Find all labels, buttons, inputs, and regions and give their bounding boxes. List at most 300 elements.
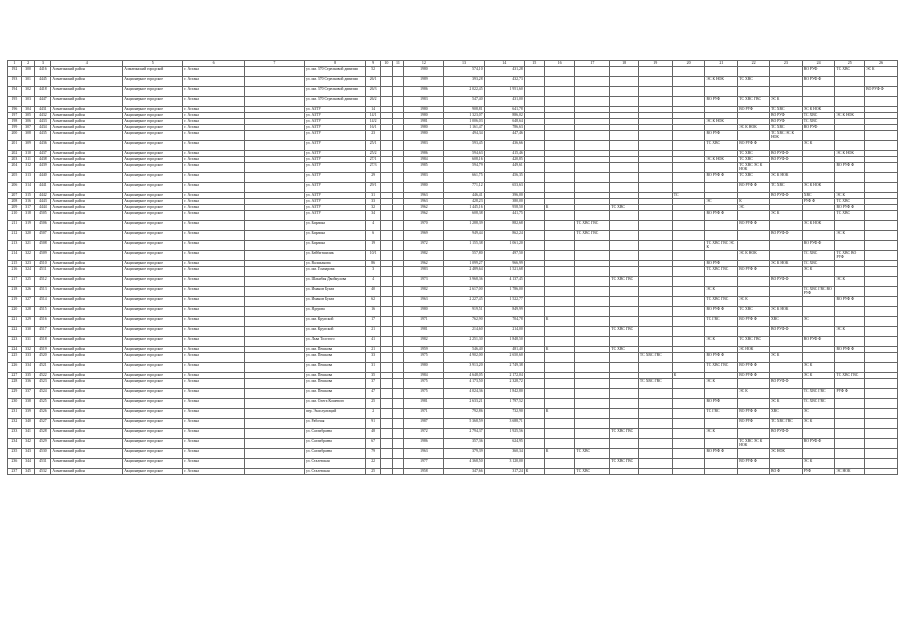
table-cell: ВО РУФ Ф bbox=[738, 317, 770, 327]
table-cell: 360,34 bbox=[484, 449, 524, 459]
table-cell: 232 bbox=[8, 419, 22, 429]
table-cell bbox=[638, 307, 672, 317]
table-cell: 1 155,38 bbox=[444, 241, 484, 251]
table-cell bbox=[244, 163, 304, 173]
table-cell: Акционерное городское bbox=[123, 399, 183, 409]
table-cell: 1 848,50 bbox=[484, 337, 524, 347]
table-cell bbox=[835, 363, 865, 373]
table-cell: 344 bbox=[21, 459, 35, 469]
table-cell bbox=[524, 379, 544, 389]
table-cell bbox=[672, 459, 705, 469]
table-cell: ЭС К НОК bbox=[705, 119, 738, 125]
table-cell: К bbox=[524, 469, 544, 475]
table-cell: 966,99 bbox=[484, 261, 524, 267]
table-cell: 1980 bbox=[404, 363, 444, 373]
table-cell: Акционерное городское bbox=[123, 107, 183, 113]
table-cell: 1982 bbox=[404, 287, 444, 297]
table-cell bbox=[381, 429, 393, 439]
table-cell: 4447 bbox=[35, 97, 51, 107]
table-cell bbox=[705, 87, 738, 97]
table-cell bbox=[610, 287, 639, 297]
table-cell bbox=[244, 337, 304, 347]
table-cell bbox=[392, 353, 404, 363]
table-cell: 33 bbox=[366, 199, 381, 205]
table-cell: 317,24 bbox=[484, 469, 524, 475]
table-cell: Алматинский район bbox=[51, 379, 123, 389]
table-cell: 420,85 bbox=[484, 157, 524, 163]
table-cell: Алматинский район bbox=[51, 141, 123, 151]
table-cell bbox=[392, 399, 404, 409]
table-cell: ул. АЗТУ bbox=[304, 199, 365, 205]
table-cell: ул. Бирлика bbox=[304, 221, 365, 231]
table-cell bbox=[392, 297, 404, 307]
table-cell: ТС ХВС bbox=[738, 173, 770, 183]
table-cell: 6 bbox=[366, 231, 381, 241]
table-cell: 334 bbox=[21, 363, 35, 373]
table-cell: Алматинский район bbox=[51, 287, 123, 297]
table-cell: Акционерное городское bbox=[123, 317, 183, 327]
table-cell: Акционерное городское bbox=[123, 439, 183, 449]
table-cell: ул. Льва Толстого bbox=[304, 337, 365, 347]
table-cell bbox=[705, 327, 738, 337]
table-cell bbox=[244, 469, 304, 475]
table-cell bbox=[865, 389, 898, 399]
table-cell: ул. АЗТУ bbox=[304, 163, 365, 173]
table-cell: Алматинский район bbox=[51, 353, 123, 363]
table-cell: 216 bbox=[8, 267, 22, 277]
table-cell: 4 902,00 bbox=[444, 353, 484, 363]
table-cell: ТС ХВС bbox=[738, 157, 770, 163]
table-cell: 1989 bbox=[404, 77, 444, 87]
table-cell bbox=[610, 389, 639, 399]
table-cell bbox=[575, 337, 610, 347]
table-cell: Алматинский район bbox=[51, 277, 123, 287]
table-cell bbox=[392, 97, 404, 107]
table-cell: ЭС К НОК bbox=[769, 173, 802, 183]
table-cell bbox=[835, 449, 865, 459]
table-cell bbox=[244, 363, 304, 373]
table-cell bbox=[381, 389, 393, 399]
table-cell: 34 bbox=[366, 211, 381, 221]
table-cell bbox=[865, 449, 898, 459]
table-cell: 25 bbox=[366, 469, 381, 475]
table-cell: ТС ХВС bbox=[575, 449, 610, 459]
table-cell bbox=[381, 327, 393, 337]
table-cell: 481,40 bbox=[484, 347, 524, 353]
table-cell bbox=[738, 231, 770, 241]
table-cell: 4 bbox=[366, 277, 381, 287]
table-cell: 949,44 bbox=[444, 231, 484, 241]
table-cell: ул. Рабочая bbox=[304, 419, 365, 429]
table-cell: ТС ХВС ГВС bbox=[705, 363, 738, 373]
table-cell: ТС ХВС ГВС bbox=[610, 277, 639, 287]
table-cell: 311 bbox=[21, 157, 35, 163]
table-row bbox=[8, 141, 898, 151]
table-cell: ЭС К bbox=[802, 267, 835, 277]
table-cell bbox=[544, 363, 575, 373]
table-cell: 27/1 bbox=[366, 157, 381, 163]
table-cell bbox=[244, 459, 304, 469]
table-cell: Алматинский район bbox=[51, 131, 123, 141]
table-cell: ЭС К bbox=[835, 277, 865, 287]
table-cell: 431,28 bbox=[484, 67, 524, 77]
table-cell: 1958 bbox=[404, 469, 444, 475]
table-cell: ул. Бирлика bbox=[304, 231, 365, 241]
column-number: 5 bbox=[123, 61, 183, 67]
table-cell: Акционерное городское bbox=[123, 113, 183, 119]
table-cell: 2 489,64 bbox=[444, 267, 484, 277]
table-cell: ХВС bbox=[802, 193, 835, 199]
table-cell: 330 bbox=[21, 327, 35, 337]
table-cell: 1981 bbox=[404, 399, 444, 409]
table-cell: Алматинский район bbox=[51, 151, 123, 157]
table-row bbox=[8, 363, 898, 373]
table-cell: Акционерное городское bbox=[123, 307, 183, 317]
column-number: 9 bbox=[366, 61, 381, 67]
table-cell bbox=[705, 439, 738, 449]
table-cell: 4445 bbox=[35, 77, 51, 87]
table-cell bbox=[705, 251, 738, 261]
table-cell: г. Астана bbox=[183, 317, 244, 327]
table-cell bbox=[610, 251, 639, 261]
table-cell bbox=[769, 221, 802, 231]
table-cell: ул. Сахтибраева bbox=[304, 439, 365, 449]
table-cell: ЭС К НОК bbox=[769, 261, 802, 267]
table-cell bbox=[672, 77, 705, 87]
table-cell bbox=[865, 221, 898, 231]
table-row bbox=[8, 459, 898, 469]
table-cell bbox=[672, 183, 705, 193]
table-cell: 2 bbox=[366, 409, 381, 419]
table-cell bbox=[244, 389, 304, 399]
table-cell: 196 bbox=[8, 107, 22, 113]
table-cell bbox=[244, 183, 304, 193]
table-cell: 339 bbox=[21, 409, 35, 419]
table-cell: Алматинский район bbox=[51, 429, 123, 439]
register-table bbox=[7, 60, 898, 475]
table-cell bbox=[392, 363, 404, 373]
table-cell: 52 bbox=[366, 67, 381, 77]
table-cell: г. Астана bbox=[183, 287, 244, 297]
table-cell bbox=[610, 173, 639, 183]
table-cell bbox=[865, 297, 898, 307]
table-cell: Алматинский район bbox=[51, 409, 123, 419]
table-cell bbox=[381, 163, 393, 173]
table-cell: К bbox=[738, 199, 770, 205]
table-cell: Акционерное городское bbox=[123, 449, 183, 459]
table-cell: 10/1 bbox=[366, 251, 381, 261]
table-cell bbox=[705, 231, 738, 241]
table-cell bbox=[802, 277, 835, 287]
table-cell: 4443 bbox=[35, 199, 51, 205]
table-cell: 4515 bbox=[35, 307, 51, 317]
table-cell: Алматинский район bbox=[51, 241, 123, 251]
table-cell: 1983 bbox=[404, 173, 444, 183]
table-cell bbox=[610, 379, 639, 389]
table-cell bbox=[835, 429, 865, 439]
table-cell bbox=[381, 449, 393, 459]
table-row bbox=[8, 163, 898, 173]
table-cell bbox=[524, 141, 544, 151]
table-cell: ТС ХВС bbox=[610, 205, 639, 211]
table-cell: ТС ХВС bbox=[575, 469, 610, 475]
table-cell: г. Астана bbox=[183, 131, 244, 141]
table-cell: 337 bbox=[21, 389, 35, 399]
table-cell: ТС ХВС bbox=[835, 67, 865, 77]
table-cell bbox=[244, 131, 304, 141]
table-cell: ХВС bbox=[769, 409, 802, 419]
table-cell bbox=[638, 97, 672, 107]
table-cell: 336 bbox=[21, 379, 35, 389]
table-cell: ВО РУФ bbox=[738, 107, 770, 113]
table-cell: Алматинский район bbox=[51, 317, 123, 327]
table-cell bbox=[638, 87, 672, 97]
table-row bbox=[8, 77, 898, 87]
table-cell: ул. АЗТУ bbox=[304, 205, 365, 211]
table-cell bbox=[244, 449, 304, 459]
table-cell: 1 842,80 bbox=[484, 389, 524, 399]
table-cell: 305 bbox=[21, 113, 35, 119]
table-cell bbox=[244, 379, 304, 389]
table-cell: ВО РУФ Ф bbox=[802, 241, 835, 251]
table-cell: г. Астана bbox=[183, 157, 244, 163]
table-cell bbox=[610, 231, 639, 241]
table-cell: г. Астана bbox=[183, 97, 244, 107]
table-cell bbox=[524, 307, 544, 317]
table-cell: ЭС НОК bbox=[835, 469, 865, 475]
table-cell bbox=[638, 409, 672, 419]
table-cell: 198 bbox=[8, 119, 22, 125]
column-number: 10 bbox=[381, 61, 393, 67]
table-cell: 194 bbox=[8, 87, 22, 97]
table-cell: Акционерное городское bbox=[123, 231, 183, 241]
table-cell: 4 bbox=[366, 221, 381, 231]
table-cell bbox=[638, 183, 672, 193]
table-cell bbox=[672, 67, 705, 77]
table-cell: 653,63 bbox=[484, 183, 524, 193]
table-cell: 3 688,71 bbox=[484, 419, 524, 429]
table-cell: 4518 bbox=[35, 337, 51, 347]
table-cell: 4525 bbox=[35, 399, 51, 409]
table-cell bbox=[802, 429, 835, 439]
table-cell: К bbox=[672, 373, 705, 379]
table-cell: 4526 bbox=[35, 409, 51, 419]
table-cell: ул. Иманов Букеа bbox=[304, 297, 365, 307]
table-cell bbox=[769, 267, 802, 277]
table-cell bbox=[610, 419, 639, 429]
column-number: 4 bbox=[51, 61, 123, 67]
table-cell: 35 bbox=[366, 373, 381, 379]
table-cell bbox=[381, 409, 393, 419]
table-cell: Алматинский район bbox=[51, 419, 123, 429]
table-cell bbox=[544, 77, 575, 87]
table-cell: 4505 bbox=[35, 211, 51, 221]
table-cell: ЭС К bbox=[835, 193, 865, 199]
table-cell bbox=[610, 363, 639, 373]
table-cell: 41 bbox=[366, 337, 381, 347]
table-cell bbox=[544, 173, 575, 183]
table-cell bbox=[672, 287, 705, 297]
table-cell: 233 bbox=[8, 429, 22, 439]
table-cell bbox=[524, 459, 544, 469]
table-cell: г. Астана bbox=[183, 363, 244, 373]
table-cell bbox=[802, 87, 835, 97]
table-cell: 594,79 bbox=[444, 163, 484, 173]
table-cell bbox=[835, 183, 865, 193]
table-cell: 4441 bbox=[35, 183, 51, 193]
table-cell bbox=[524, 429, 544, 439]
table-cell bbox=[769, 251, 802, 261]
table-cell bbox=[638, 459, 672, 469]
table-cell bbox=[544, 241, 575, 251]
table-cell: ВО РУФ Ф bbox=[769, 151, 802, 157]
table-cell bbox=[865, 173, 898, 183]
table-cell: ЭС К bbox=[705, 287, 738, 297]
table-cell: ул. Шакибая Двойкулова bbox=[304, 277, 365, 287]
table-cell bbox=[392, 221, 404, 231]
table-cell bbox=[244, 97, 304, 107]
table-cell bbox=[392, 67, 404, 77]
table-cell: Алматинский район bbox=[51, 459, 123, 469]
table-cell bbox=[381, 337, 393, 347]
table-cell bbox=[244, 419, 304, 429]
table-cell bbox=[244, 231, 304, 241]
table-cell: 1984 bbox=[404, 157, 444, 163]
table-cell: ул. Ядгрова bbox=[304, 307, 365, 317]
table-row bbox=[8, 231, 898, 241]
table-cell: 1980 bbox=[404, 113, 444, 119]
table-cell bbox=[738, 429, 770, 439]
table-cell: 4532 bbox=[35, 469, 51, 475]
table-cell: Акционерное городское bbox=[123, 211, 183, 221]
table-cell bbox=[524, 419, 544, 429]
table-cell: Алматинский район bbox=[51, 205, 123, 211]
table-cell: ЭС К bbox=[802, 363, 835, 373]
table-cell: 235 bbox=[8, 449, 22, 459]
table-cell bbox=[392, 163, 404, 173]
table-cell: 338 bbox=[21, 399, 35, 409]
table-cell bbox=[381, 297, 393, 307]
table-cell bbox=[769, 363, 802, 373]
table-cell: ТС ХВС ЭС К НОК bbox=[769, 131, 802, 141]
table-cell bbox=[705, 183, 738, 193]
table-cell bbox=[705, 221, 738, 231]
table-cell bbox=[672, 297, 705, 307]
table-cell: 704,78 bbox=[484, 317, 524, 327]
table-cell: ВО РУФ Ф bbox=[769, 193, 802, 199]
table-cell bbox=[610, 307, 639, 317]
table-cell: РУФ bbox=[802, 469, 835, 475]
table-cell bbox=[544, 131, 575, 141]
table-cell bbox=[769, 241, 802, 251]
table-cell bbox=[638, 277, 672, 287]
table-cell: ТС ХВС bbox=[769, 183, 802, 193]
table-cell: 4519 bbox=[35, 347, 51, 353]
table-cell: 415,46 bbox=[484, 151, 524, 157]
table-cell bbox=[544, 141, 575, 151]
table-cell: 661,75 bbox=[444, 173, 484, 183]
table-cell: 220 bbox=[8, 307, 22, 317]
table-cell bbox=[524, 297, 544, 307]
table-cell: ТС ХВС ГВС bbox=[738, 97, 770, 107]
table-cell bbox=[244, 67, 304, 77]
table-cell: 4439 bbox=[35, 163, 51, 173]
table-cell bbox=[244, 297, 304, 307]
table-cell: г. Астана bbox=[183, 183, 244, 193]
table-cell: Алматинский район bbox=[51, 163, 123, 173]
table-cell bbox=[672, 277, 705, 287]
table-cell: 195 bbox=[8, 97, 22, 107]
table-cell bbox=[672, 399, 705, 409]
table-cell bbox=[802, 297, 835, 307]
table-cell bbox=[802, 163, 835, 173]
table-cell bbox=[244, 77, 304, 87]
table-cell bbox=[769, 297, 802, 307]
table-cell bbox=[575, 77, 610, 87]
table-cell: 2 172,04 bbox=[484, 373, 524, 379]
table-cell: 1983 bbox=[404, 267, 444, 277]
column-number: 23 bbox=[769, 61, 802, 67]
table-cell: 340 bbox=[21, 419, 35, 429]
table-cell: 231 bbox=[8, 409, 22, 419]
table-cell: ВО РУФ Ф bbox=[769, 327, 802, 337]
table-cell: 91 bbox=[366, 419, 381, 429]
table-cell: 1970 bbox=[404, 221, 444, 231]
table-cell bbox=[865, 439, 898, 449]
table-cell: 4436 bbox=[35, 141, 51, 151]
table-cell: 396,00 bbox=[484, 193, 524, 199]
table-cell: 214 bbox=[8, 251, 22, 261]
table-cell: 2 227,45 bbox=[444, 297, 484, 307]
table-cell: 574,10 bbox=[444, 67, 484, 77]
table-cell bbox=[865, 141, 898, 151]
table-cell: 431,00 bbox=[484, 97, 524, 107]
table-cell: Алматинский район bbox=[51, 199, 123, 205]
table-cell: ТС ХВС bbox=[738, 307, 770, 317]
table-cell: ТС ХВС ГВС bbox=[610, 459, 639, 469]
table-cell: 197 bbox=[8, 113, 22, 119]
table-cell: ЭС bbox=[705, 199, 738, 205]
table-cell bbox=[381, 459, 393, 469]
table-cell: 428,23 bbox=[444, 199, 484, 205]
table-cell: Акционерное городское bbox=[123, 261, 183, 267]
table-cell: 4513 bbox=[35, 287, 51, 297]
table-cell: Акционерное городское bbox=[123, 193, 183, 199]
table-cell: 4438 bbox=[35, 157, 51, 163]
table-cell bbox=[381, 87, 393, 97]
table-cell bbox=[865, 251, 898, 261]
table-cell bbox=[865, 163, 898, 173]
table-cell: 547,40 bbox=[444, 97, 484, 107]
table-cell: г. Астана bbox=[183, 211, 244, 221]
table-cell bbox=[392, 231, 404, 241]
table-cell bbox=[524, 241, 544, 251]
table-cell: ТС ХВС ГВС bbox=[802, 399, 835, 409]
table-cell bbox=[575, 363, 610, 373]
table-cell: ул. им. Пешкова bbox=[304, 379, 365, 389]
table-cell bbox=[835, 379, 865, 389]
table-cell bbox=[802, 131, 835, 141]
table-cell: ВО РУФ Ф bbox=[769, 231, 802, 241]
table-cell: 4509 bbox=[35, 251, 51, 261]
table-cell: 1972 bbox=[404, 241, 444, 251]
table-cell: 1 786,00 bbox=[484, 287, 524, 297]
table-cell: г. Астана bbox=[183, 327, 244, 337]
table-cell: Алматинский район bbox=[51, 469, 123, 475]
column-number: 8 bbox=[304, 61, 365, 67]
table-cell bbox=[638, 67, 672, 77]
table-cell bbox=[575, 267, 610, 277]
